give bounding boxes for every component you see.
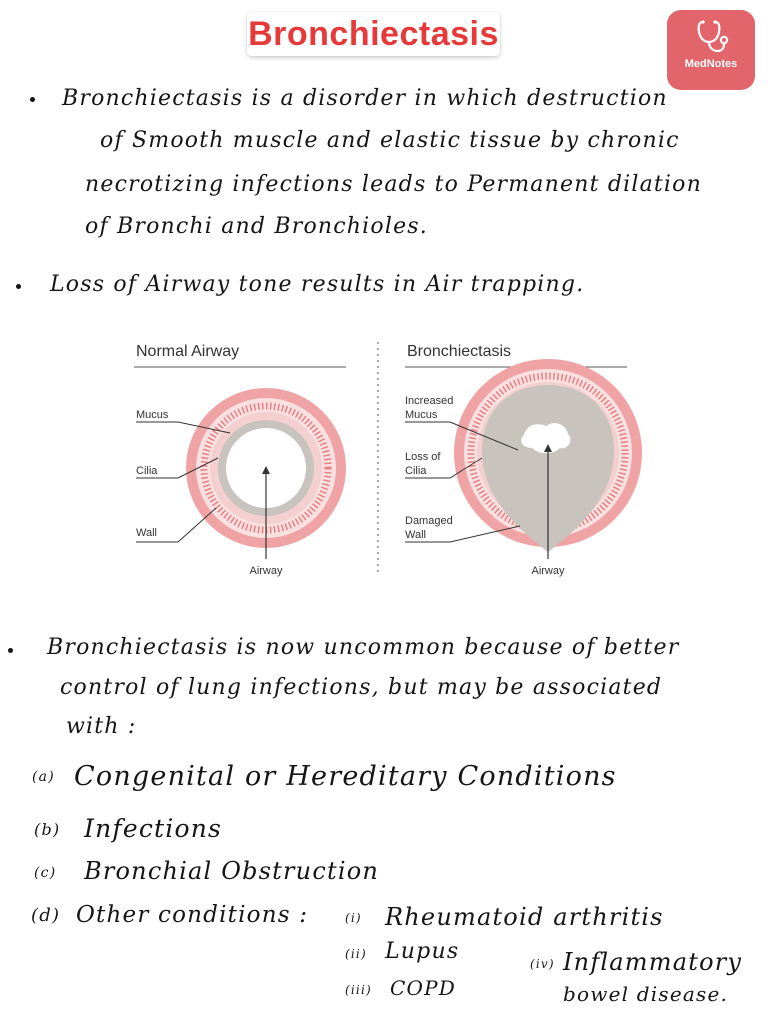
bronchiectasis-heading: Bronchiectasis bbox=[407, 343, 512, 360]
uncommon-line-3: with : bbox=[66, 714, 137, 739]
uncommon-line-2: control of lung infections, but may be associated bbox=[60, 675, 663, 700]
bullet-dot bbox=[30, 97, 35, 102]
page-title: Bronchiectasis bbox=[248, 15, 499, 53]
normal-airway-heading: Normal Airway bbox=[136, 343, 240, 360]
condition-iv-text-2: bowel disease. bbox=[563, 982, 729, 1006]
cause-a-marker: (a) bbox=[32, 769, 55, 785]
normal-label-mucus: Mucus bbox=[136, 409, 169, 421]
cause-c-text: Bronchial Obstruction bbox=[84, 857, 380, 885]
cause-a-text: Congenital or Hereditary Conditions bbox=[74, 761, 617, 792]
bronchiectasis-label-airway: Airway bbox=[531, 565, 565, 577]
stethoscope-icon bbox=[691, 18, 731, 56]
air-trapping-line: Loss of Airway tone results in Air trapping. bbox=[50, 272, 585, 297]
bronchiectasis-label-wall-1: Damaged bbox=[405, 515, 453, 527]
cause-b-marker: (b) bbox=[34, 820, 61, 839]
condition-ii-text: Lupus bbox=[385, 939, 460, 964]
definition-line-4: of Bronchi and Bronchioles. bbox=[85, 214, 428, 239]
logo-text: MedNotes bbox=[684, 58, 738, 70]
bullet-dot bbox=[8, 648, 13, 653]
bronchiectasis-label-cilia-1: Loss of bbox=[405, 451, 441, 463]
condition-ii-marker: (ii) bbox=[345, 947, 367, 961]
normal-label-wall: Wall bbox=[136, 527, 157, 539]
definition-line-2: of Smooth muscle and elastic tissue by chronic bbox=[100, 128, 680, 153]
bullet-dot bbox=[16, 284, 21, 289]
normal-label-cilia: Cilia bbox=[136, 465, 158, 477]
definition-line-1: Bronchiectasis is a disorder in which destruction bbox=[62, 86, 668, 111]
definition-line-3: necrotizing infections leads to Permanent dilation bbox=[85, 172, 702, 197]
bronchiectasis-panel bbox=[405, 343, 642, 577]
title-banner bbox=[247, 12, 500, 56]
airway-comparison-figure bbox=[120, 330, 650, 580]
condition-iv-text: Inflammatory bbox=[563, 948, 743, 976]
mednotes-logo bbox=[667, 10, 755, 90]
bronchiectasis-label-cilia-2: Cilia bbox=[405, 465, 427, 477]
uncommon-line-1: Bronchiectasis is now uncommon because of better bbox=[47, 635, 680, 660]
condition-iv-marker: (iv) bbox=[530, 957, 555, 971]
bronchiectasis-label-wall-2: Wall bbox=[405, 529, 426, 541]
normal-airway-panel bbox=[134, 343, 346, 577]
bronchiectasis-label-mucus-2: Mucus bbox=[405, 409, 438, 421]
cause-c-marker: (c) bbox=[34, 865, 57, 881]
cause-d-text: Other conditions : bbox=[76, 902, 309, 928]
condition-i-text: Rheumatoid arthritis bbox=[385, 903, 664, 931]
condition-iii-marker: (iii) bbox=[345, 983, 372, 997]
bronchiectasis-label-mucus-1: Increased bbox=[405, 395, 454, 407]
normal-label-airway: Airway bbox=[249, 565, 283, 577]
condition-iii-text: COPD bbox=[390, 976, 456, 1000]
cause-b-text: Infections bbox=[84, 814, 223, 843]
cause-d-marker: (d) bbox=[31, 905, 61, 926]
condition-i-marker: (i) bbox=[345, 911, 362, 925]
